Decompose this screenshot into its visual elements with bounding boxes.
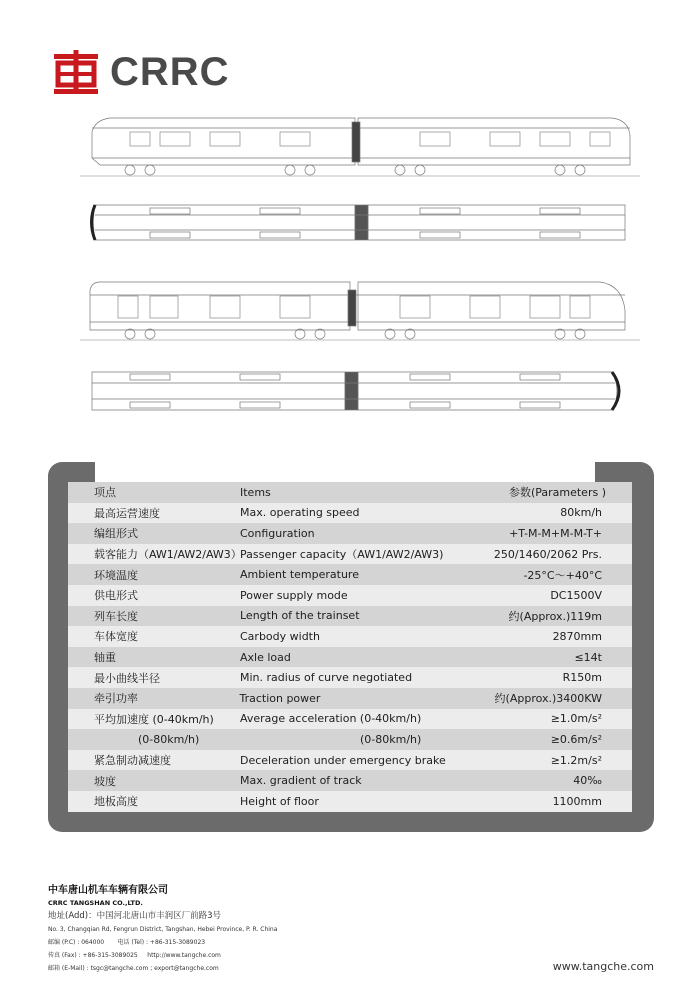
table-row	[68, 503, 632, 524]
row-cn: 供电形式	[94, 589, 138, 603]
table-row	[68, 770, 632, 791]
row-param: ≤14t	[574, 650, 602, 664]
row-cn: 列车长度	[94, 609, 138, 623]
row-param: 1100mm	[552, 794, 602, 808]
row-en: Carbody width	[240, 629, 320, 643]
company-name-en: CRRC TANGSHAN CO.,LTD.	[48, 899, 143, 907]
table-row	[68, 564, 632, 585]
address-en: No. 3, Changqian Rd, Fengrun District, Tangshan, Hebei Province, P. R. China	[48, 926, 278, 933]
row-en: (0-80km/h)	[360, 732, 422, 746]
train-top-view-1	[92, 205, 626, 240]
row-param: 2870mm	[552, 629, 602, 643]
table-row	[68, 709, 632, 730]
row-param: 40‰	[573, 774, 602, 788]
postcode: 邮编 (P.C) : 064000	[48, 939, 105, 946]
row-en: Max. gradient of track	[240, 774, 362, 788]
row-param: -25°C～+40°C	[523, 568, 602, 582]
phone-line	[48, 936, 277, 949]
row-en: Height of floor	[240, 794, 319, 808]
email[interactable]: 邮箱 (E-Mail) : tsgc@tangche.com ; export@tangche.com	[48, 965, 219, 972]
table-row	[68, 667, 632, 688]
train-side-view-2	[80, 282, 640, 340]
table-row	[68, 729, 632, 750]
row-en: Axle load	[240, 650, 291, 664]
row-cn: 最高运营速度	[94, 506, 160, 520]
row-en: Average acceleration (0-40km/h)	[240, 712, 422, 726]
website-link[interactable]: www.tangche.com	[552, 960, 654, 973]
table-row	[68, 544, 632, 565]
row-cn: 环境温度	[94, 568, 138, 582]
row-param: 80km/h	[560, 506, 602, 520]
train-side-view-1	[80, 118, 640, 176]
table-row	[68, 523, 632, 544]
row-param: ≥1.2m/s²	[550, 753, 602, 767]
brand-name: CRRC	[110, 49, 230, 94]
table-header	[68, 482, 632, 503]
row-param: ≥1.0m/s²	[550, 712, 602, 726]
row-param: +T-M-M+M-M-T+	[509, 526, 602, 540]
spec-table	[68, 482, 632, 812]
table-row	[68, 791, 632, 812]
row-param: DC1500V	[550, 588, 602, 602]
table-row	[68, 626, 632, 647]
row-cn: 坡度	[94, 774, 116, 788]
train-drawings	[0, 0, 700, 440]
row-param: 约(Approx.)119m	[508, 609, 602, 623]
row-en: Power supply mode	[240, 588, 348, 602]
row-cn: (0-80km/h)	[138, 732, 200, 746]
row-en: Passenger capacity（AW1/AW2/AW3)	[240, 548, 444, 562]
row-en: Max. operating speed	[240, 506, 360, 520]
row-param: R150m	[562, 671, 602, 685]
table-row	[68, 585, 632, 606]
row-param: 约(Approx.)3400KW	[494, 692, 602, 706]
row-en: Traction power	[239, 691, 321, 705]
footer-contact	[48, 884, 277, 975]
table-row	[68, 688, 632, 709]
row-en: Configuration	[240, 526, 315, 540]
row-en: Min. radius of curve negotiated	[240, 671, 413, 685]
company-name-cn: 中车唐山机车车辆有限公司	[48, 885, 168, 896]
row-cn: 紧急制动减速度	[94, 754, 171, 768]
row-cn: 轴重	[94, 651, 116, 665]
web-link-small[interactable]: http://www.tangche.com	[147, 952, 221, 959]
table-row	[68, 606, 632, 627]
table-row	[68, 647, 632, 668]
fax: 传真 (Fax) : +86-315-3089025	[48, 952, 138, 959]
header-cn: 项点	[94, 486, 116, 500]
row-param: ≥0.6m/s²	[550, 732, 602, 746]
fax-line	[48, 949, 277, 962]
row-en: Ambient temperature	[240, 568, 359, 582]
row-cn: 平均加速度 (0-40km/h)	[94, 712, 214, 726]
row-en: Deceleration under emergency brake	[240, 753, 446, 767]
address-cn: 地址(Add)：中国河北唐山市丰润区厂前路3号	[48, 911, 221, 921]
row-en: Length of the trainset	[240, 609, 360, 623]
row-cn: 车体宽度	[94, 630, 138, 644]
row-cn: 编组形式	[94, 527, 138, 541]
spec-panel-notch	[95, 462, 595, 482]
row-cn: 最小曲线半径	[94, 671, 160, 685]
telephone: 电话 (Tel) : +86-315-3089023	[117, 939, 206, 946]
row-cn: 载客能力（AW1/AW2/AW3）	[94, 548, 242, 562]
header-param: 参数(Parameters )	[508, 486, 606, 500]
row-cn: 牵引功率	[94, 692, 138, 706]
row-cn: 地板高度	[94, 795, 138, 809]
train-top-view-2	[92, 372, 619, 410]
table-row	[68, 750, 632, 771]
header-en: Items	[240, 485, 271, 499]
row-param: 250/1460/2062 Prs.	[493, 547, 602, 561]
